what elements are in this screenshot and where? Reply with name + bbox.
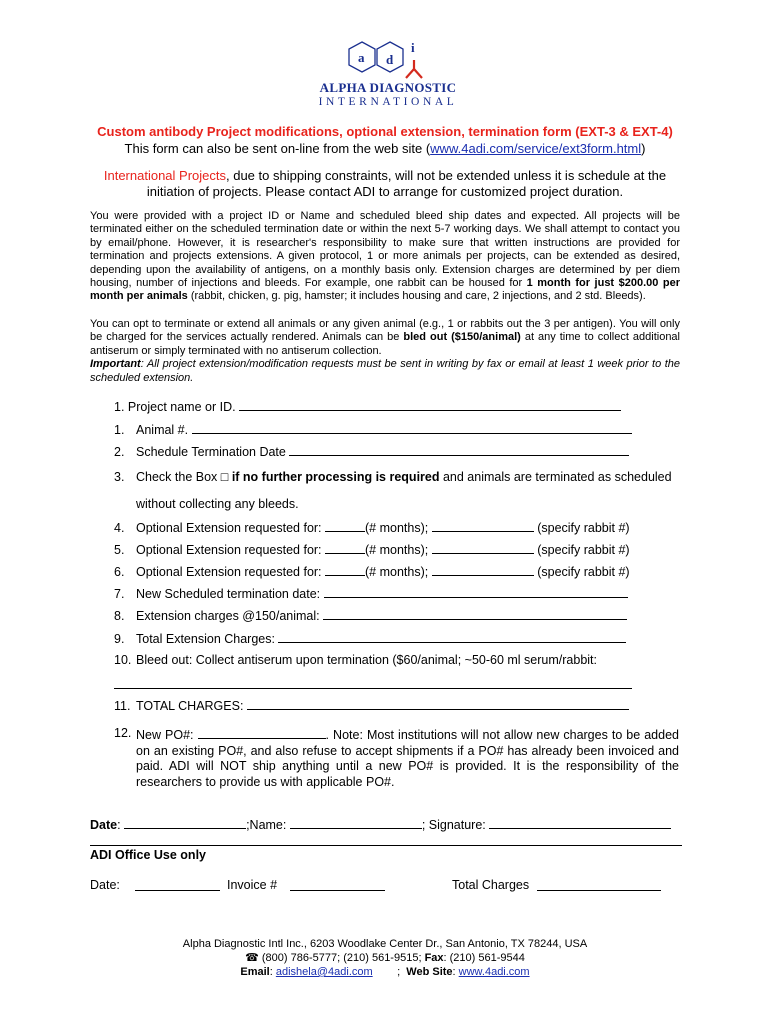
office-total-field[interactable]: [537, 878, 661, 891]
po-field[interactable]: [198, 726, 326, 739]
website-label: Web Site: [406, 966, 453, 978]
animal-row: [114, 421, 632, 437]
new-termination-date-label: New Scheduled termination date:: [136, 587, 321, 601]
info-paragraph-1: [90, 210, 680, 304]
logo-letter-i: i: [411, 40, 415, 55]
footer-separator: ;: [372, 966, 407, 978]
website-link[interactable]: www.4adi.com: [458, 966, 530, 978]
new-termination-date-field[interactable]: [324, 585, 628, 598]
extension-4-rabbit-label: (specify rabbit #): [537, 521, 630, 535]
extension-5-months-field[interactable]: [325, 541, 365, 554]
date-colon: :: [117, 818, 121, 832]
extension-6-months-field[interactable]: [325, 563, 365, 576]
charges-number: 8.: [114, 609, 125, 623]
signature-label: ; Signature:: [421, 818, 486, 832]
para1-text: You were provided with a project ID or Name and scheduled bleed ship dates and expected. All projects will be terminated either on the scheduled termination date or within the next 5-7 working days. We shall attempt to contact you by email/phone. However, it is researcher's responsibility to make sure that written instructions are provided for termination and projects extensions. A given protocol, 1 or more animals per projects, can be extended as desired, depending upon the availability of antigens, on a monthly basis only. Extension charges are determined by per diem housing, number of injections and bleeds. For example, one rabbit can be housed for: [90, 210, 680, 290]
office-divider: [90, 845, 682, 846]
name-label: ;Name:: [246, 818, 287, 832]
office-invoice-field[interactable]: [290, 878, 385, 891]
total-extension-field[interactable]: [278, 630, 626, 643]
logo-letter-a: a: [358, 50, 365, 65]
schedule-termination-field[interactable]: [289, 443, 629, 456]
form-subtitle: [0, 141, 770, 156]
extension-charges-field[interactable]: [323, 607, 627, 620]
logo-name: ALPHA DIAGNOSTIC: [319, 80, 457, 95]
extension-4-rabbit-field[interactable]: [432, 519, 534, 532]
signature-row: [90, 816, 671, 832]
name-field[interactable]: [290, 816, 422, 829]
important-label: Important: [90, 358, 141, 371]
extension-6-label: Optional Extension requested for:: [136, 565, 322, 579]
form-url-link[interactable]: www.4adi.com/service/ext3form.html: [430, 141, 642, 156]
extension-charges-label: Extension charges @150/animal:: [136, 609, 320, 623]
bleed-out-field[interactable]: [114, 688, 632, 689]
no-processing-checkbox[interactable]: □: [220, 470, 229, 484]
company-logo: [300, 38, 470, 110]
para2-bold: bled out ($150/animal): [403, 331, 521, 344]
para1-bold: 1 month for just $200.00 per month per animals: [90, 277, 680, 303]
footer-fax: : (210) 561-9544: [443, 952, 525, 964]
extension-row-6: [114, 563, 630, 579]
extension-5-number: 5.: [114, 543, 125, 557]
po-number: 12.: [114, 726, 132, 740]
total-extension-number: 9.: [114, 632, 125, 646]
po-note: . Note: Most institutions will not allow new charges to be added on an existing PO#, and also refuse to accept shipments if a PO# has already been invoiced and paid. ADI will NOT ship anything until a new PO# is provided. It is the responsibility of the researchers to provide us with applicable PO#.: [136, 728, 679, 789]
international-notice-text: , due to shipping constraints, will not be extended unless it is schedule at the initiation of projects. Please contact ADI to arrange for customized project duration.: [146, 168, 667, 199]
total-extension-label: Total Extension Charges:: [136, 632, 275, 646]
email-label: Email: [240, 966, 270, 978]
info-paragraph-2: [90, 318, 680, 385]
extension-6-rabbit-field[interactable]: [432, 563, 534, 576]
project-name-row: [114, 398, 621, 414]
extension-5-months-label: (# months);: [365, 543, 429, 557]
phone-icon: ☎: [245, 952, 259, 964]
total-charges-row: [114, 697, 629, 713]
extension-4-label: Optional Extension requested for:: [136, 521, 322, 535]
extension-6-rabbit-label: (specify rabbit #): [537, 565, 630, 579]
email-link[interactable]: adishela@4adi.com: [275, 966, 373, 978]
extension-4-months-field[interactable]: [325, 519, 365, 532]
animal-label: Animal #.: [136, 423, 189, 437]
po-block: [136, 726, 679, 790]
bleed-number: 10.: [114, 653, 132, 667]
extension-charges-row: [114, 607, 627, 623]
check-number: 3.: [114, 470, 125, 484]
international-notice: [100, 168, 670, 199]
extension-4-months-label: (# months);: [365, 521, 429, 535]
fax-label: Fax: [424, 952, 444, 964]
important-text: : All project extension/modification requests must be sent in writing by fax or email at least 1 week prior to the scheduled extension.: [90, 358, 680, 384]
logo-subtitle: INTERNATIONAL: [318, 96, 458, 108]
total-charges-field[interactable]: [247, 697, 629, 710]
total-charges-label: TOTAL CHARGES:: [136, 699, 244, 713]
animal-field[interactable]: [192, 421, 632, 434]
logo-letter-d: d: [386, 52, 394, 67]
footer-contact: [0, 965, 770, 980]
office-use-heading: ADI Office Use only: [90, 848, 206, 862]
subtitle-close: ): [641, 141, 646, 156]
footer-phone-fax: [0, 951, 770, 966]
office-date-field[interactable]: [135, 878, 220, 891]
no-processing-bold: if no further processing is required: [228, 470, 440, 484]
extension-row-5: [114, 541, 630, 557]
email-colon: :: [269, 966, 276, 978]
schedule-termination-label: Schedule Termination Date: [136, 445, 286, 459]
footer-phone: (800) 786-5777; (210) 561-9515;: [258, 952, 425, 964]
project-name-label: 1. Project name or ID.: [114, 400, 236, 414]
new-termination-date-row: [114, 585, 628, 601]
website-colon: :: [452, 966, 459, 978]
check-box-label: Check the Box: [136, 470, 218, 484]
form-title: Custom antibody Project modifications, optional extension, termination form (EXT-3 & EXT-4): [97, 124, 673, 139]
signature-field[interactable]: [489, 816, 671, 829]
extension-row-4: [114, 519, 630, 535]
extension-4-number: 4.: [114, 521, 125, 535]
po-label: New PO#:: [136, 728, 194, 742]
para2-end: at any time to collect additional antiserum or simply terminated with no antiserum collection.: [90, 331, 680, 357]
animal-number: 1.: [114, 423, 125, 437]
date-label: Date: [90, 818, 118, 832]
date-field[interactable]: [124, 816, 246, 829]
extension-5-rabbit-label: (specify rabbit #): [537, 543, 630, 557]
para2-text: You can opt to terminate or extend all animals or any given animal (e.g., 1 or rabbits out the 3 per antigen). You will only be charged for the services actually rendered. Animals can be: [90, 318, 680, 344]
new-date-number: 7.: [114, 587, 125, 601]
footer-address: Alpha Diagnostic Intl Inc., 6203 Woodlake Center Dr., San Antonio, TX 78244, USA: [182, 938, 588, 950]
international-projects-label: International Projects: [103, 168, 226, 183]
schedule-termination-row: [114, 443, 629, 459]
extension-6-number: 6.: [114, 565, 125, 579]
para1-end: (rabbit, chicken, g. pig, hamster; it includes housing and care, 2 injections, and 2 std. Bleeds).: [187, 290, 646, 303]
total-extension-row: [114, 630, 626, 646]
bleed-out-row: [114, 653, 597, 667]
logo-hexagons-graphic: [340, 38, 460, 84]
total-number: 11.: [114, 699, 131, 713]
office-total-label: Total Charges: [452, 878, 530, 892]
extension-6-months-label: (# months);: [365, 565, 429, 579]
no-processing-row: [114, 470, 672, 484]
subtitle-text: This form can also be sent on-line from the web site (: [124, 141, 431, 156]
extension-5-rabbit-field[interactable]: [432, 541, 534, 554]
no-processing-continuation: without collecting any bleeds.: [136, 497, 299, 511]
office-invoice-label: Invoice #: [227, 878, 278, 892]
schedule-number: 2.: [114, 445, 125, 459]
bleed-out-label: Bleed out: Collect antiserum upon termination ($60/animal; ~50-60 ml serum/rabbit:: [136, 653, 597, 667]
project-name-field[interactable]: [239, 398, 621, 411]
office-date-label: Date:: [90, 878, 120, 892]
no-processing-text: and animals are terminated as scheduled: [439, 470, 672, 484]
extension-5-label: Optional Extension requested for:: [136, 543, 322, 557]
